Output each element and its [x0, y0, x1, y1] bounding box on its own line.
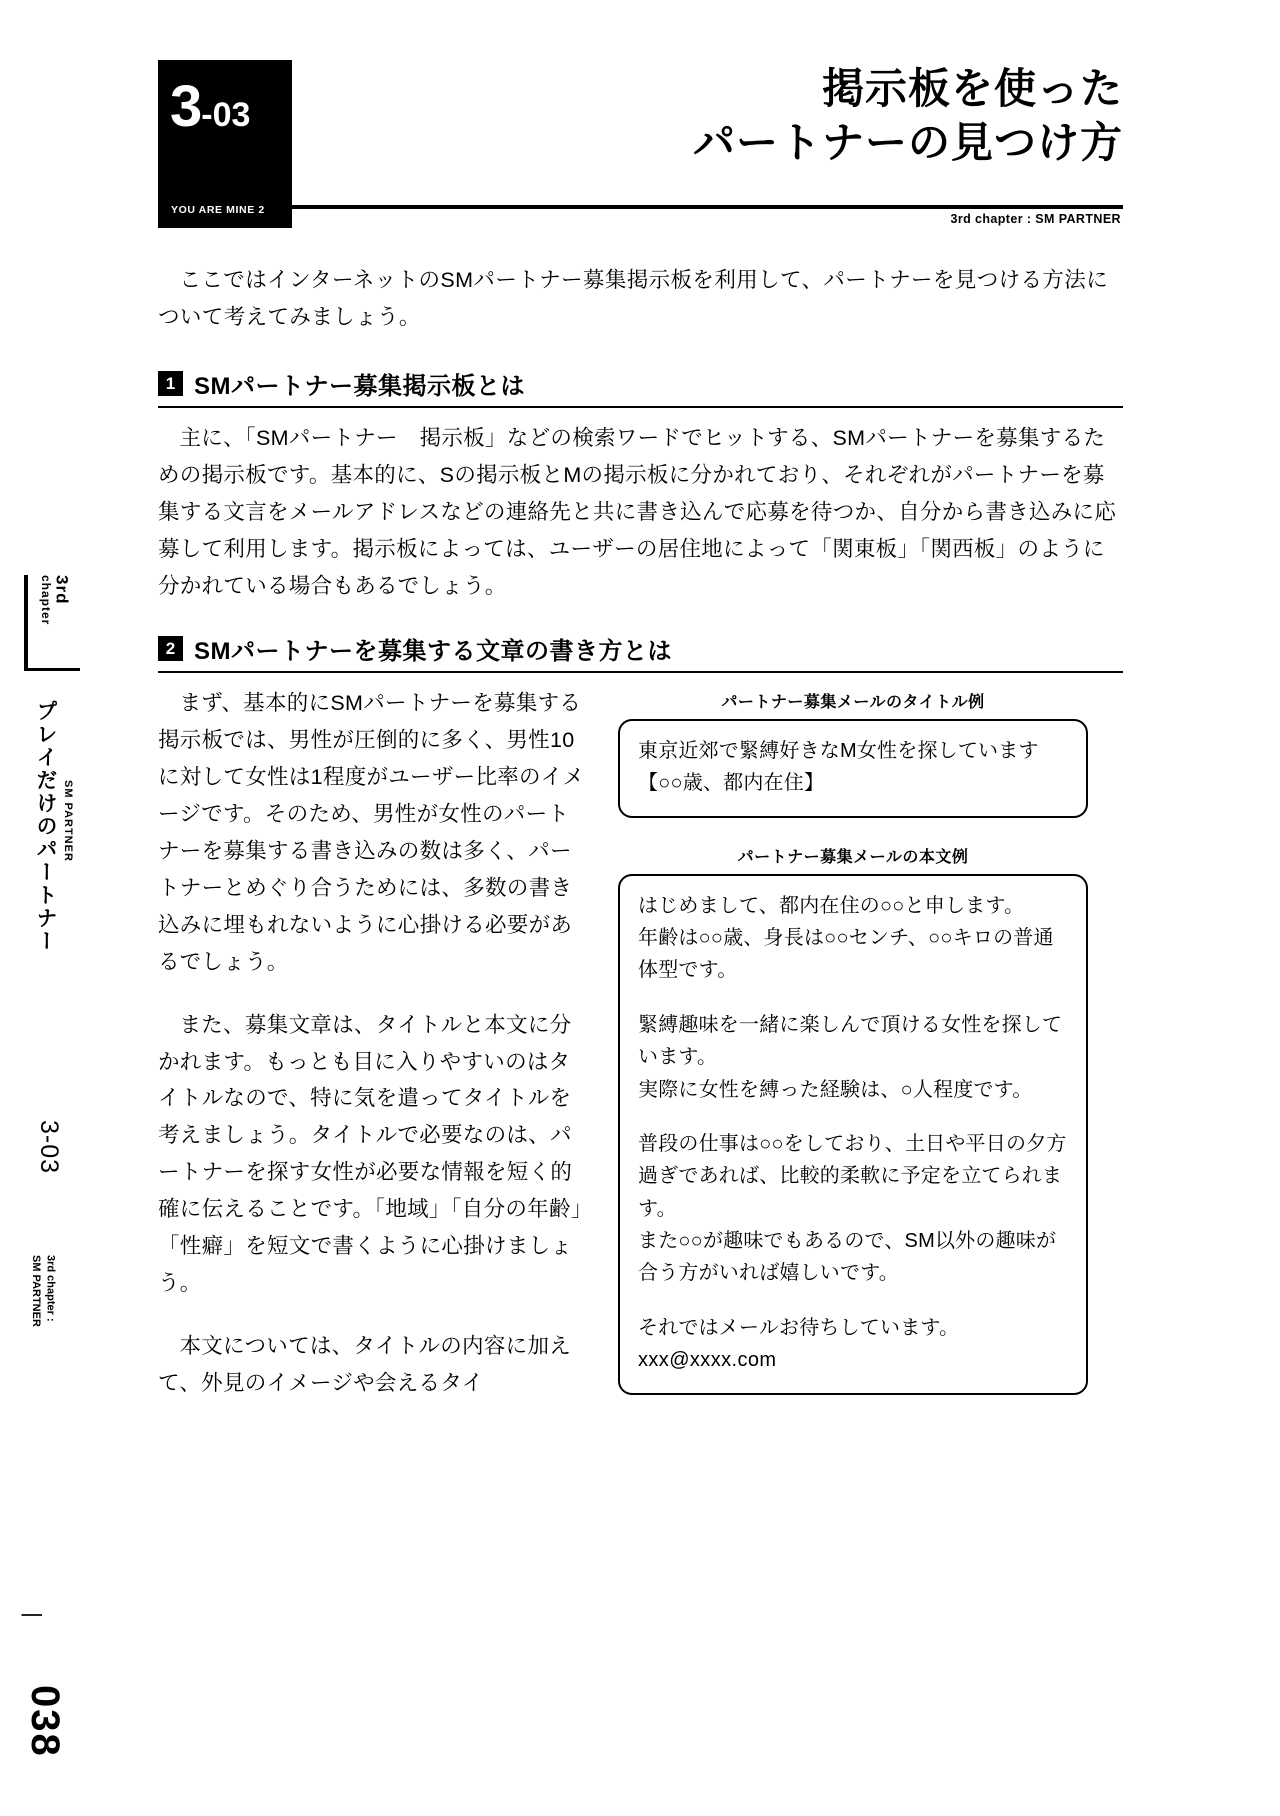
page-number: 038: [23, 1685, 67, 1758]
section-number: [170, 74, 251, 139]
left-margin-rail: [0, 0, 120, 1816]
side-section-folio: 3-03: [35, 1120, 63, 1175]
body-example-box: [618, 874, 1088, 1395]
section-heading-2-text: SMパートナーを募集する文章の書き方とは: [194, 637, 672, 665]
section-number-sub: -03: [201, 96, 251, 134]
page-title-line-1: 掲示板を使った: [821, 65, 1123, 112]
book-brand-label: YOU ARE MINE 2: [171, 204, 265, 216]
folio-dash: |: [20, 1612, 46, 1618]
chapter-thumb-tab: [24, 575, 80, 671]
body-example-gap-2: [638, 1106, 1068, 1128]
page-title: [303, 62, 1123, 170]
section-number-badge: [158, 60, 292, 228]
body-example-block-3: 緊縛趣味を一緒に楽しんで頂ける女性を探しています。: [638, 1013, 1063, 1069]
section-heading-2-badge: 2: [158, 636, 183, 661]
section-2-paragraph-1: まず、基本的にSMパートナーを募集する掲示板では、男性が圧倒的に多く、男性10に対して女性は1程度がユーザー比率のイメージです。そのため、男性が女性のパートナーを募集する書き込みの数は多く、パートナーとめぐり合うためには、多数の書き込みに埋もれないように心掛ける必要があるでしょう。: [158, 690, 585, 974]
chapter-tab-text: [38, 575, 71, 625]
section-2-paragraph-2: また、募集文章は、タイトルと本文に分かれます。もっとも目に入りやすいのはタイトルなので、特に気を遣ってタイトルを考えましょう。タイトルで必要なのは、パートナーを探す女性が必要な情報を短く的確に伝えることです。「地域」「自分の年齢」「性癖」を短文で書くように心掛けましょう。: [158, 1012, 582, 1296]
body-example-gap-3: [638, 1290, 1068, 1312]
body-example-email: xxx@xxxx.com: [638, 1349, 777, 1372]
body-example-block-1: はじめまして、都内在住の○○と申します。: [638, 894, 1025, 917]
title-example-box: [618, 719, 1088, 818]
section-heading-1-badge: 1: [158, 371, 183, 396]
examples-column: [618, 685, 1088, 1421]
side-chapter-meta: 3rd chapter : SM PARTNER: [29, 1255, 57, 1327]
body-example-block-5: 普段の仕事は○○をしており、土日や平日の夕方過ぎであれば、比較的柔軟に予定を立てられます。: [638, 1132, 1067, 1220]
section-number-main: 3: [170, 74, 202, 139]
body-example-block-2: 年齢は○○歳、身長は○○センチ、○○キロの普通体型です。: [638, 926, 1054, 982]
page-body: [158, 262, 1123, 1428]
body-example-block-4: 実際に女性を縛った経験は、○人程度です。: [638, 1078, 1033, 1101]
body-example-gap-1: [638, 987, 1068, 1009]
body-text-column: [158, 685, 588, 1428]
body-example-block-7: それではメールお待ちしています。: [638, 1316, 960, 1339]
title-example-body: 東京近郊で緊縛好きなM女性を探しています【○○歳、都内在住】: [638, 739, 1039, 795]
title-example-label: パートナー募集メールのタイトル例: [721, 693, 985, 711]
page-header: [158, 60, 1123, 228]
lead-paragraph: ここではインターネットのSMパートナー募集掲示板を利用して、パートナーを見つける方法について考えてみましょう。: [158, 268, 1109, 329]
section-2-paragraph-3: 本文については、タイトルの内容に加えて、外見のイメージや会えるタイ: [158, 1334, 572, 1396]
body-example-block-6: また○○が趣味でもあるので、SM以外の趣味が合う方がいれば嬉しいです。: [638, 1230, 1057, 1285]
chapter-tab-sub: chapter: [38, 575, 53, 626]
header-rule: [292, 205, 1123, 209]
chapter-tab-main: 3rd: [52, 575, 72, 605]
section-heading-2: [158, 631, 1123, 673]
side-running-title-sub: SM PARTNER: [62, 780, 74, 862]
section-1-paragraph-1: 主に、「SMパートナー 掲示板」などの検索ワードでヒットする、SMパートナーを募集するための掲示板です。基本的に、Sの掲示板とMの掲示板に分かれており、それぞれがパートナーを募集する文言をメールアドレスなどの連絡先と共に書き込んで応募を待つか、自分から書き込みに応募して利用します。掲示板によっては、ユーザーの居住地によって「関東板」「関西板」のように分かれている場合もあるでしょう。: [158, 425, 1117, 598]
section-heading-1-text: SMパートナー募集掲示板とは: [194, 372, 525, 400]
page-title-line-2: パートナーの見つけ方: [692, 118, 1123, 166]
side-running-title: プレイだけのパートナー: [34, 700, 57, 953]
header-chapter-label: 3rd chapter : SM PARTNER: [950, 212, 1121, 226]
body-example-label: パートナー募集メールの本文例: [737, 848, 969, 866]
two-column-region: [158, 685, 1123, 1428]
section-heading-1: [158, 366, 1123, 408]
